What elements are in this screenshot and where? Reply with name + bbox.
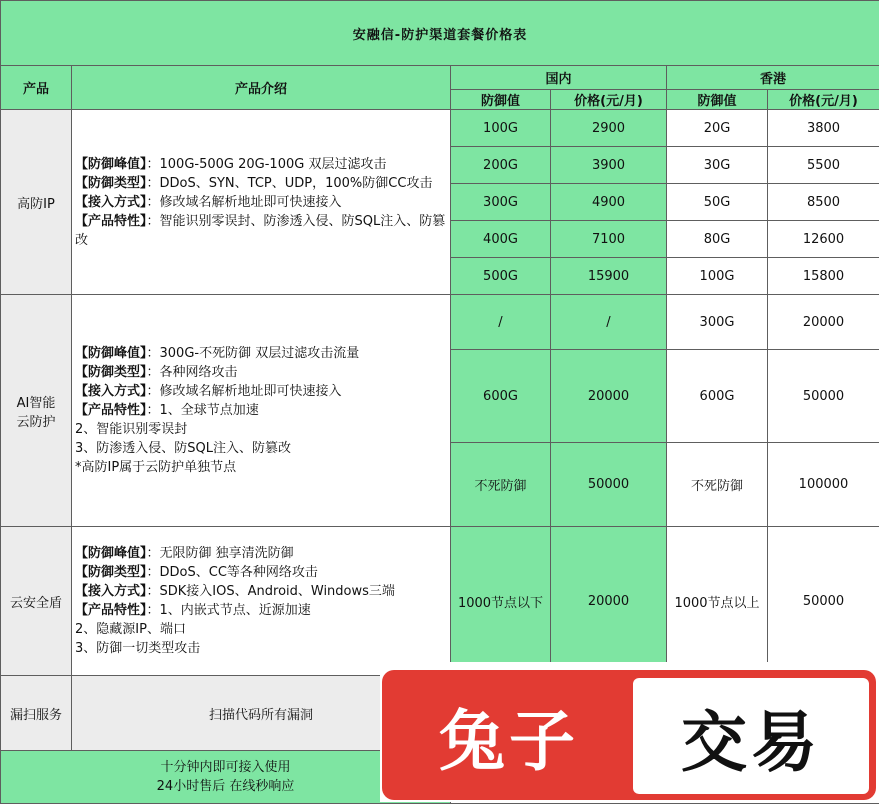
header-product: 产品 [1,66,72,110]
domestic-defense: 300G [451,184,551,221]
hk-price: 8500 [768,184,879,221]
intro-line: 2、智能识别零误封 [75,420,447,439]
domestic-price: / [551,295,667,350]
page-title: 安融信-防护渠道套餐价格表 [1,1,879,66]
product-high-ip: 高防IP [1,110,72,295]
hk-price: 50000 [768,350,879,443]
intro-line: *高防IP属于云防护单独节点 [75,458,447,477]
domestic-defense: 1000节点以下 [451,527,551,676]
intro-line: 【接入方式】：SDK接入IOS、Android、Windows三端 [75,582,447,601]
hk-defense: 不死防御 [667,443,768,527]
watermark-logo [380,662,879,802]
hk-defense: 100G [667,258,768,295]
intro-line: 【防御类型】：各种网络攻击 [75,363,447,382]
hk-defense: 80G [667,221,768,258]
domestic-defense: / [451,295,551,350]
intro-line: 【产品特性】：1、全球节点加速 [75,401,447,420]
domestic-price: 7100 [551,221,667,258]
intro-line: 【防御类型】：DDoS、SYN、TCP、UDP，100%防御CC攻击 [75,174,447,193]
domestic-price: 50000 [551,443,667,527]
hk-price: 15800 [768,258,879,295]
watermark-left-text: 兔子 [390,670,628,800]
intro-line: 【防御类型】：DDoS、CC等各种网络攻击 [75,563,447,582]
intro-line: 【防御峰值】：无限防御 独享清洗防御 [75,544,447,563]
hk-price: 5500 [768,147,879,184]
footer-line1: 十分钟内即可接入使用 [1,758,450,777]
watermark-right-text: 交易 [633,678,869,794]
hk-price: 3800 [768,110,879,147]
product-vuln-scan: 漏扫服务 [1,676,72,751]
domestic-defense: 400G [451,221,551,258]
hk-defense: 50G [667,184,768,221]
hk-price: 20000 [768,295,879,350]
high-ip-intro [72,110,451,295]
header-intro: 产品介绍 [72,66,451,110]
intro-line: 【防御峰值】：300G-不死防御 双层过滤攻击流量 [75,344,447,363]
domestic-defense: 500G [451,258,551,295]
ai-intro [72,295,451,527]
header-hk-defense: 防御值 [667,90,768,110]
intro-line: 【防御峰值】：100G-500G 20G-100G 双层过滤攻击 [75,155,447,174]
header-domestic: 国内 [451,66,667,90]
intro-line: 3、防御一切类型攻击 [75,639,447,658]
intro-line: 【产品特性】：1、内嵌式节点、近源加速 [75,601,447,620]
domestic-price: 2900 [551,110,667,147]
hk-defense: 1000节点以上 [667,527,768,676]
vuln-scan-desc: 扫描代码所有漏洞 [72,676,451,751]
product-name-line2: 云防护 [1,411,71,430]
hk-defense: 20G [667,110,768,147]
hk-defense: 30G [667,147,768,184]
product-cloud-shield: 云安全盾 [1,527,72,676]
domestic-defense: 100G [451,110,551,147]
hk-price: 100000 [768,443,879,527]
hk-defense: 300G [667,295,768,350]
header-domestic-defense: 防御值 [451,90,551,110]
domestic-price: 20000 [551,350,667,443]
domestic-defense: 不死防御 [451,443,551,527]
domestic-price: 3900 [551,147,667,184]
hk-price: 50000 [768,527,879,676]
domestic-defense: 200G [451,147,551,184]
intro-line: 【接入方式】：修改域名解析地址即可快速接入 [75,193,447,212]
domestic-price: 15900 [551,258,667,295]
intro-line: 【接入方式】：修改域名解析地址即可快速接入 [75,382,447,401]
header-hongkong: 香港 [667,66,879,90]
domestic-price: 4900 [551,184,667,221]
hk-defense: 600G [667,350,768,443]
cloud-intro [72,527,451,676]
header-domestic-price: 价格(元/月) [551,90,667,110]
header-hk-price: 价格(元/月) [768,90,879,110]
domestic-defense: 600G [451,350,551,443]
footer-line2: 24小时售后 在线秒响应 [1,777,450,796]
domestic-price: 20000 [551,527,667,676]
product-ai-cloud [1,295,72,527]
product-name-line1: AI智能 [1,392,71,411]
intro-line: 2、隐藏源IP、端口 [75,620,447,639]
intro-line: 【产品特性】：智能识别零误封、防渗透入侵、防SQL注入、防篡改 [75,212,447,250]
intro-line: 3、防渗透入侵、防SQL注入、防篡改 [75,439,447,458]
hk-price: 12600 [768,221,879,258]
